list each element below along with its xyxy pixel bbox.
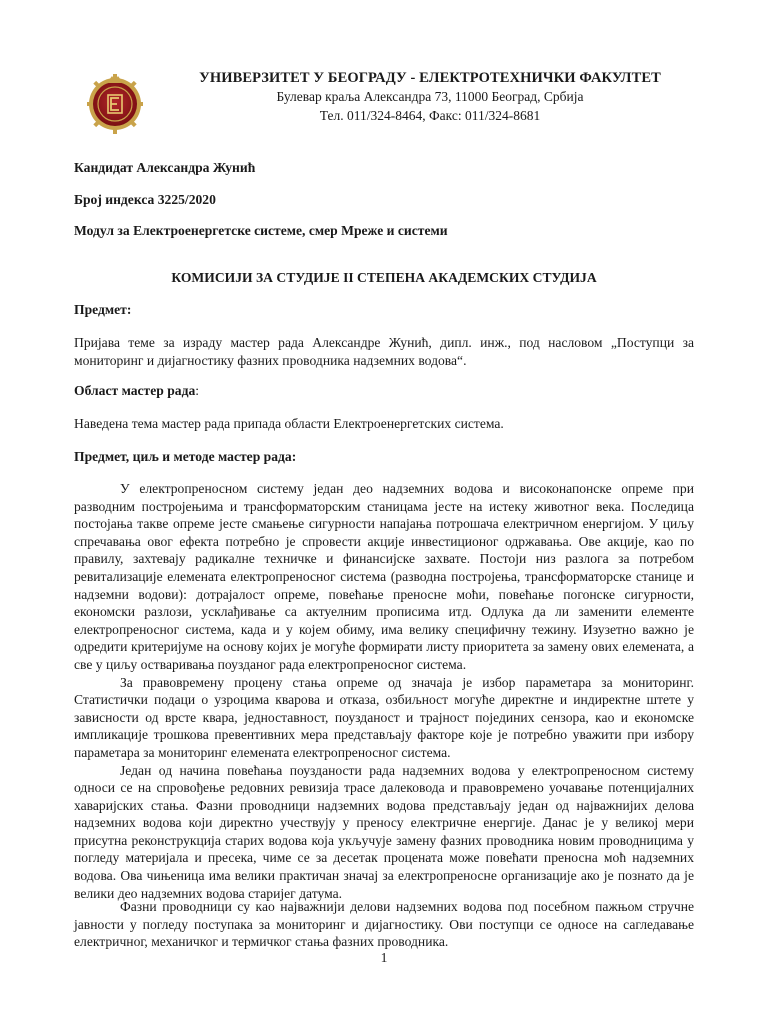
university-seal-icon: [86, 70, 144, 138]
index-number: Број индекса 3225/2020: [74, 192, 216, 207]
body-paragraph: За правовремену процену стања опреме од значаја је избор параметара за мониторинг. Статистички подаци о узроцима кварова и отказа, озбиљност могуће директне и индиректне штете у зависности од врсте квара, једноставност, поузданост и трајност појединих сензора, као и економске импликације трошкова превентивних мера представљају факторе које је потребно уважити при избору параметара за мониторинг елемената електропреносног система.: [74, 674, 694, 760]
goal-heading: Предмет, циљ и методе мастер рада:: [74, 449, 297, 464]
page-number: 1: [380, 950, 388, 965]
module-info: Модул за Електроенергетске системе, смер Мреже и системи: [74, 223, 448, 238]
area-heading: Област мастер рада: [74, 383, 196, 398]
subject-heading: Предмет:: [74, 302, 132, 317]
area-text: Наведена тема мастер рада припада области Електроенергетских система.: [74, 416, 504, 431]
candidate-name: Кандидат Александра Жунић: [74, 160, 256, 175]
area-heading-line: [74, 383, 694, 399]
area-colon: :: [195, 383, 200, 398]
committee-heading: КОМИСИЈИ ЗА СТУДИЈЕ II СТЕПЕНА АКАДЕМСКИХ СТУДИЈА: [171, 270, 597, 285]
university-name: УНИВЕРЗИТЕТ У БЕОГРАДУ - ЕЛЕКТРОТЕХНИЧКИ ФАКУЛТЕТ: [199, 70, 661, 86]
university-address: Булевар краља Александра 73, 11000 Београд, Србија: [276, 89, 584, 104]
subject-paragraph: Пријава теме за израду мастер рада Александре Жунић, дипл. инж., под насловом „Поступци за мониторинг и дијагностику фазних проводника надземних водова“.: [74, 335, 694, 368]
body-paragraph: Фазни проводници су као најважнији делови надземних водова под посебном пажњом стручне јавности у погледу поступака за мониторинг и дијагностику. Ови поступци се односе на сагледавање електричног, механичког и термичког стања фазних проводника.: [74, 899, 694, 950]
body-text: [74, 480, 694, 902]
subject-text: [74, 334, 694, 369]
university-phone: Тел. 011/324-8464, Факс: 011/324-8681: [319, 108, 541, 123]
body-paragraph: У електропреносном систему један део надземних водова и високонапонске опреме при разводним постројењима и трансформаторским станицама јесте на истеку животног века. Последица постојања такве опреме јесте смањење сигурности напајања потрошача електричном енергијом. У циљу спречавања овог ефекта потребно је спровести акције инвестиционог одржавања. Ове акције, као по правилу, захтевају радикалне техничке и финансијске захвате. Постоји низ разлога за потребом ревитализације елемената електропреносног система (разводна постројења, трансформаторске станице и надземни водови): дотрајалост опреме, повећање преносне моћи, повећање погонске сигурности, економски разлози, усклађивање са актуелним прописима итд. Одлука да ли заменити елементе електропреносног система, када и у којем обиму, има велику специфичну тежину. Изузетно важно је одредити критеријуме на основу којих је могуће формирати листу приоритета за замену ових елемената, а све у циљу остваривања поузданог рада електропреносног система.: [74, 481, 694, 672]
last-paragraph-block: [74, 898, 694, 951]
body-paragraph: Један од начина повећања поузданости рада надземних водова у електропреносном систему односи се на спровођење редовних ревизија трасе далековода и правовремено уочавање потенцијалних хаваријских стања. Фазни проводници надземних водова представљају један од најважнијих делова надземних водова који директно учествују у преносу електричне енергије. Данас је у великој мери присутна реконструкција старих водова која укључује замену фазних проводника новим проводницима у погледу материјала и пресека, чиме се за десетак процената може повећати преносна моћ надземних водова. Ова чињеница има велики практичан значај за електропреносне организације ако је познато да је велики део надземних водова старијег датума.: [74, 762, 694, 901]
